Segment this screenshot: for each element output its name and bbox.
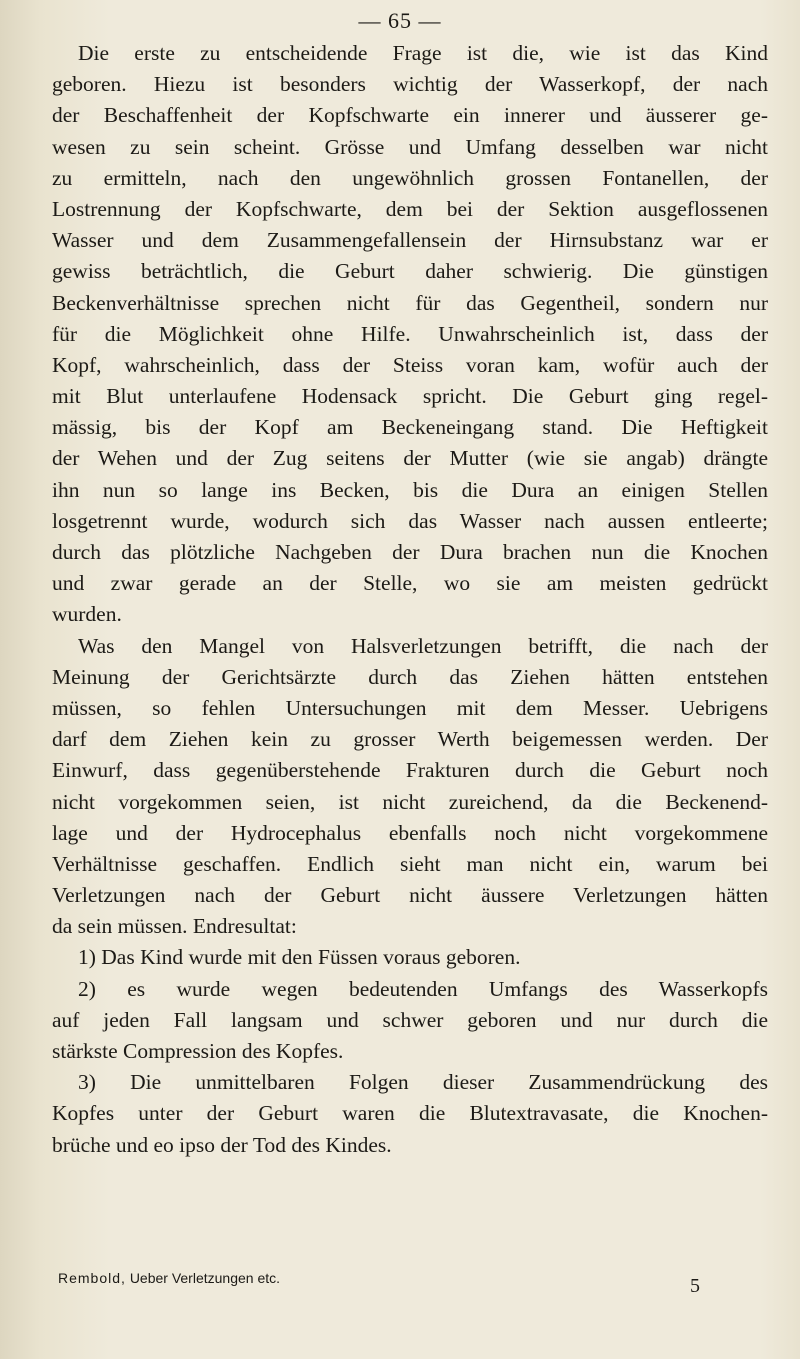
text-line: Kopf, wahrscheinlich, dass der Steiss voran kam, wofür auch der — [52, 352, 768, 377]
footer-author: Rembold, — [58, 1270, 126, 1286]
result-item-3 — [52, 1067, 768, 1161]
text-line: der Wehen und der Zug seitens der Mutter (wie sie angab) drängte — [52, 446, 768, 471]
text-line: lage und der Hydrocephalus ebenfalls noch nicht vorgekommene — [52, 820, 768, 845]
text-line: müssen, so fehlen Untersuchungen mit dem Messer. Uebrigens — [52, 695, 768, 720]
text-line: 3) Die unmittelbaren Folgen dieser Zusammendrückung des — [78, 1070, 768, 1095]
footer-title: Ueber Verletzungen etc. — [129, 1270, 281, 1286]
text-line: wesen zu sein scheint. Grösse und Umfang desselben war nicht — [52, 134, 768, 159]
text-line: und zwar gerade an der Stelle, wo sie am meisten gedrückt — [52, 571, 768, 596]
text-line: nicht vorgekommen seien, ist nicht zureichend, da die Beckenend- — [52, 789, 768, 814]
text-line: zu ermitteln, nach den ungewöhnlich grossen Fontanellen, der — [52, 165, 768, 190]
text-line: durch das plötzliche Nachgeben der Dura brachen nun die Knochen — [52, 540, 768, 564]
text-line: Kopfes unter der Geburt waren die Blutextravasate, die Knochen- — [52, 1101, 768, 1126]
text-line: mit Blut unterlaufene Hodensack spricht. Die Geburt ging regel- — [52, 384, 768, 409]
text-line: losgetrennt wurde, wodurch sich das Wasser nach aussen entleerte; — [52, 508, 768, 533]
text-line: Lostrennung der Kopfschwarte, dem bei der Sektion ausgeflossenen — [52, 196, 768, 221]
result-item-2 — [52, 974, 768, 1068]
text-line: Die erste zu entscheidende Frage ist die, wie ist das Kind — [78, 41, 768, 65]
text-line: darf dem Ziehen kein zu grosser Werth beigemessen werden. Der — [52, 727, 768, 752]
text-line: mässig, bis der Kopf am Beckeneingang stand. Die Heftigkeit — [52, 415, 768, 440]
text-line: wurden. — [52, 602, 122, 627]
text-line: der Beschaffenheit der Kopfschwarte ein innerer und äusserer ge- — [52, 103, 768, 128]
text-line: da sein müssen. Endresultat: — [52, 914, 297, 939]
signature-mark: 5 — [690, 1275, 700, 1297]
text-line: 2) es wurde wegen bedeutenden Umfangs des Wasserkopfs — [78, 976, 768, 1001]
text-line: Verhältnisse geschaffen. Endlich sieht man nicht ein, warum bei — [52, 851, 768, 876]
text-line: auf jeden Fall langsam und schwer geboren und nur durch die — [52, 1007, 768, 1032]
text-line: Verletzungen nach der Geburt nicht äussere Verletzungen hätten — [52, 883, 768, 908]
text-line: Einwurf, dass gegenüberstehende Frakturen durch die Geburt noch — [52, 758, 768, 783]
text-line: stärkste Compression des Kopfes. — [52, 1039, 344, 1063]
text-line: geboren. Hiezu ist besonders wichtig der Wasserkopf, der nach — [52, 72, 768, 97]
result-item-1 — [52, 942, 768, 973]
page-number: — 65 — — [358, 8, 442, 33]
body-text — [52, 38, 768, 1161]
running-footer — [58, 1270, 738, 1286]
text-line: für die Möglichkeit ohne Hilfe. Unwahrscheinlich ist, dass der — [52, 321, 768, 346]
paragraph-1 — [52, 38, 768, 631]
paragraph-2 — [52, 631, 768, 943]
text-line: brüche und eo ipso der Tod des Kindes. — [52, 1132, 392, 1157]
text-line: gewiss beträchtlich, die Geburt daher schwierig. Die günstigen — [52, 259, 768, 284]
text-line: Meinung der Gerichtsärzte durch das Ziehen hätten entstehen — [52, 664, 768, 689]
text-line: Wasser und dem Zusammengefallensein der Hirnsubstanz war er — [52, 228, 768, 253]
text-line: 1) Das Kind wurde mit den Füssen voraus geboren. — [78, 945, 521, 970]
text-line: Was den Mangel von Halsverletzungen betrifft, die nach der — [78, 633, 768, 658]
text-line: Beckenverhältnisse sprechen nicht für das Gegentheil, sondern nur — [52, 290, 768, 315]
text-line: ihn nun so lange ins Becken, bis die Dura an einigen Stellen — [52, 477, 768, 502]
